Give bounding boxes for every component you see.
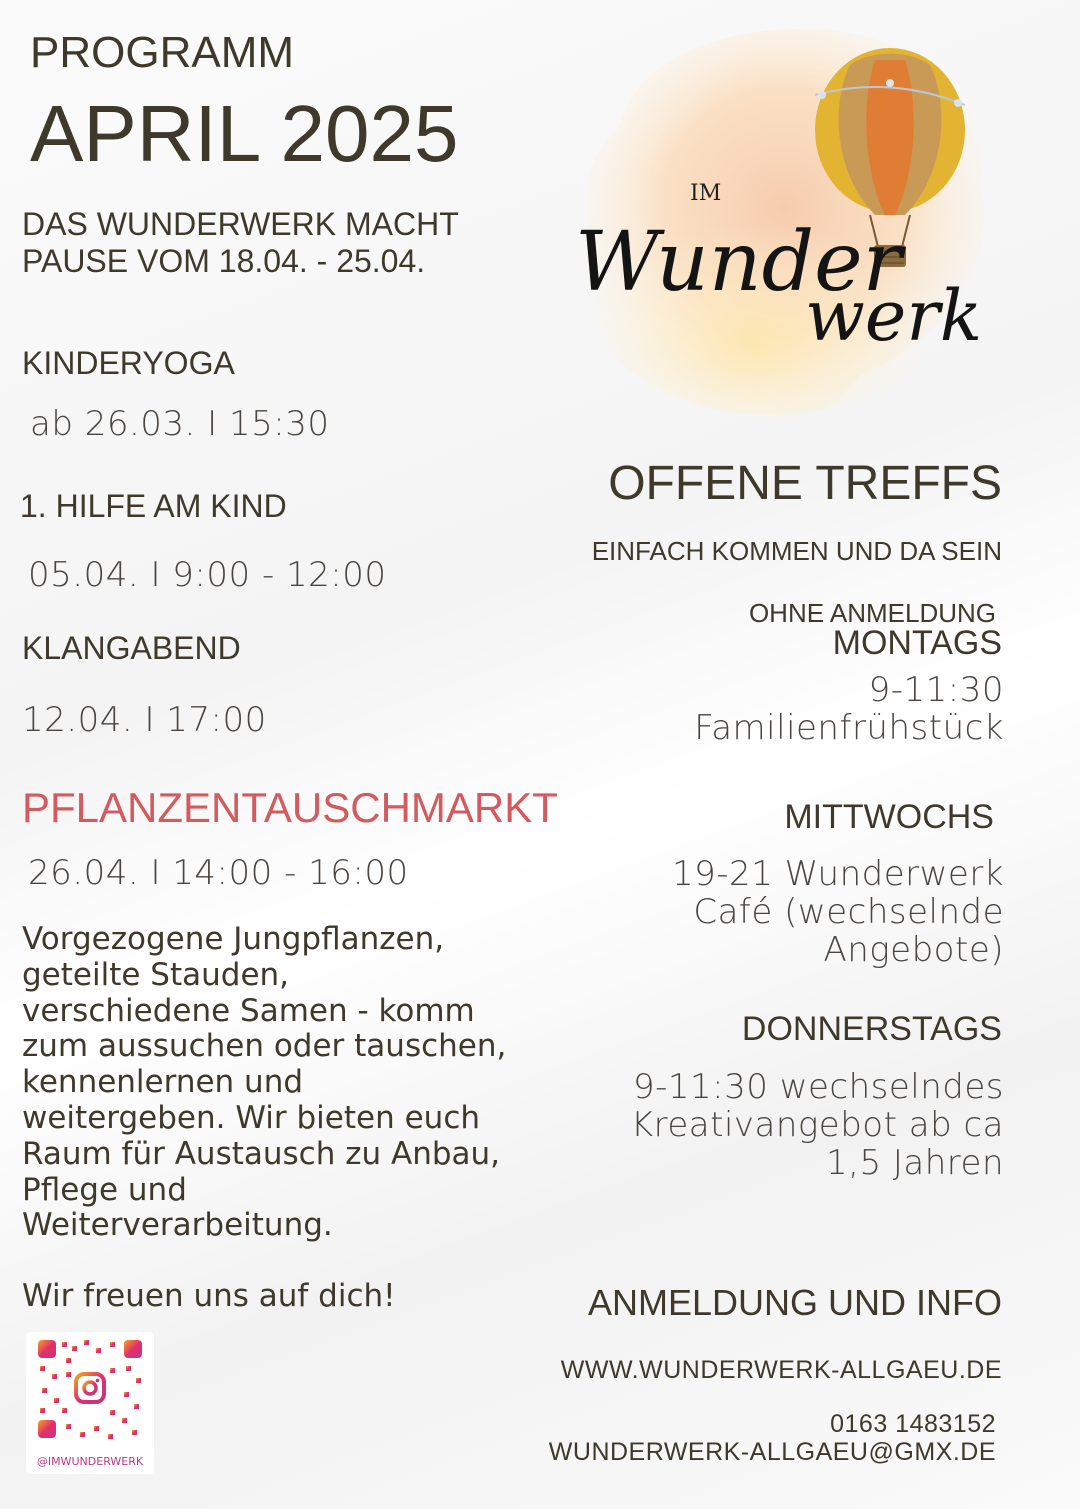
pause-notice (22, 206, 459, 280)
day-title-donnerstags: DONNERSTAGS (741, 1010, 1002, 1048)
closing-text: Wir freuen uns auf dich! (22, 1278, 396, 1314)
day-details-donnerstags (631, 1068, 1004, 1182)
page-title: APRIL 2025 (30, 89, 459, 178)
event-title-klang: KLANGABEND (22, 630, 241, 666)
event-title-hilfe: 1. HILFE AM KIND (20, 488, 287, 524)
logo-word-wunder: Wunder (575, 215, 902, 310)
phone-number[interactable]: 0163 1483152 (830, 1410, 996, 1438)
description-line: Raum für Austausch zu Anbau, (22, 1135, 501, 1172)
description-line: zum aussuchen oder tauschen, (22, 1028, 507, 1065)
pause-line: DAS WUNDERWERK MACHT (22, 206, 459, 242)
wunderwerk-logo (560, 15, 1010, 445)
description-line: Pflege und (22, 1171, 187, 1208)
email-link[interactable]: WUNDERWERK-ALLGAEU@GMX.DE (548, 1438, 996, 1466)
description-line: Vorgezogene Jungpflanzen, (22, 921, 445, 957)
description-line: verschiedene Samen - komm (22, 992, 475, 1029)
logo-graphic (560, 15, 1010, 445)
event-title-kinderyoga: KINDERYOGA (22, 345, 235, 381)
day-details-mittwochs (672, 855, 1004, 969)
section-subtitle: EINFACH KOMMEN UND DA SEIN (591, 536, 1002, 566)
instagram-handle: @IMWUNDERWERK (36, 1455, 144, 1468)
day-details-montags (694, 671, 1004, 747)
detail-line: Angebote) (823, 930, 1004, 970)
event-date-klang: 12.04. I 17:00 (22, 700, 267, 740)
program-label: PROGRAMM (30, 28, 294, 77)
day-title-montags: MONTAGS (832, 624, 1002, 662)
logo-word-werk: werk (805, 275, 983, 357)
detail-line: Café (wechselnde (693, 892, 1004, 932)
detail-line: Kreativangebot ab ca (630, 1105, 1004, 1145)
instagram-icon (76, 1374, 104, 1402)
description-line: weitergeben. Wir bieten euch (22, 1099, 481, 1136)
detail-line: 9-11:30 wechselndes (633, 1067, 1004, 1107)
event-description-pflanz (22, 922, 582, 1244)
event-date-pflanz: 26.04. I 14:00 - 16:00 (28, 853, 409, 893)
detail-line: 9-11:30 (868, 670, 1004, 710)
logo-prefix: IM (690, 181, 722, 206)
description-line: geteilte Stauden, (22, 956, 290, 993)
description-line: kennenlernen und (22, 1064, 304, 1101)
detail-line: 1,5 Jahren (826, 1143, 1004, 1183)
detail-line: 19-21 Wunderwerk (672, 854, 1004, 894)
registration-note: OHNE ANMELDUNG (748, 598, 996, 628)
event-date-hilfe: 05.04. I 9:00 - 12:00 (28, 555, 387, 595)
day-title-mittwochs: MITTWOCHS (784, 798, 994, 836)
contact-title: ANMELDUNG UND INFO (587, 1282, 1002, 1323)
instagram-qr-code[interactable] (26, 1332, 154, 1474)
detail-line: Familienfrühstück (694, 708, 1004, 748)
qr-code-graphic (26, 1332, 154, 1450)
section-title-offene-treffs: OFFENE TREFFS (608, 457, 1002, 510)
description-line: Weiterverarbeitung. (22, 1207, 333, 1244)
pause-line: PAUSE VOM 18.04. - 25.04. (22, 243, 426, 279)
event-date-kinderyoga: ab 26.03. I 15:30 (30, 404, 330, 444)
event-title-pflanz: PFLANZENTAUSCHMARKT (22, 784, 558, 831)
website-link[interactable]: WWW.WUNDERWERK-ALLGAEU.DE (560, 1356, 1002, 1384)
